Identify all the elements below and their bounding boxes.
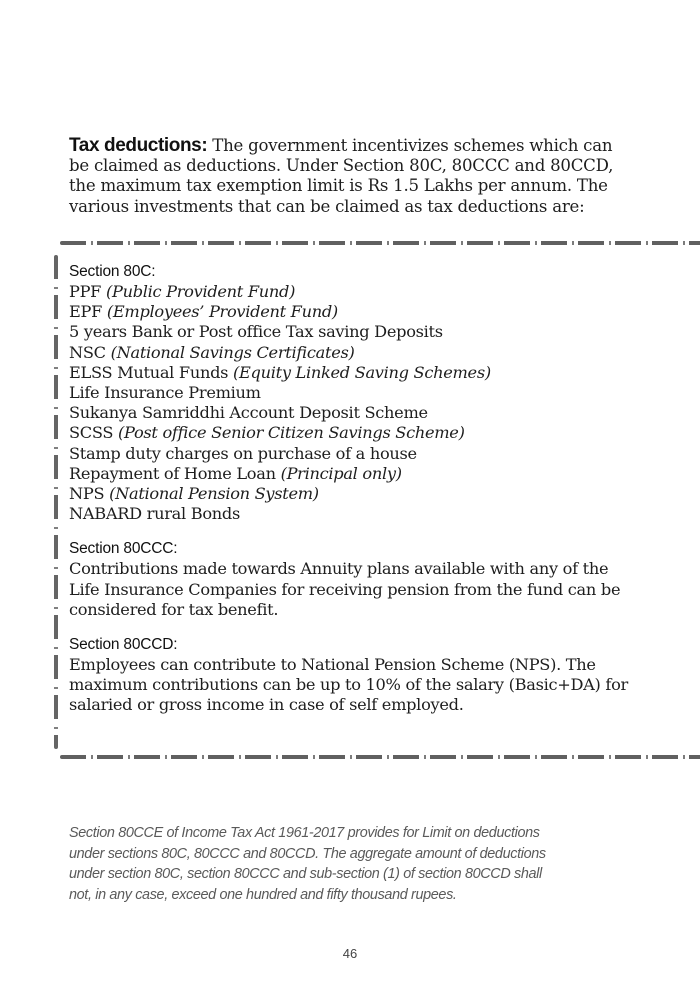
item-name: NPS	[69, 484, 110, 504]
list-item	[69, 383, 669, 403]
item-note: (Public Provident Fund)	[105, 282, 296, 301]
list-item	[69, 302, 669, 322]
intro-heading: Tax deductions:	[69, 135, 208, 156]
list-item	[69, 363, 669, 383]
section-80ccc-line: Life Insurance Companies for receiving pension from the fund can be	[69, 579, 621, 599]
item-name: Repayment of Home Loan	[69, 463, 281, 483]
item-name: PPF	[69, 282, 106, 301]
item-name: NABARD rural Bonds	[69, 504, 240, 524]
dashed-border-left	[54, 255, 58, 749]
list-item	[69, 403, 669, 423]
section-80ccd	[69, 635, 669, 716]
item-note: (Post office Senior Citizen Savings Scheme)	[118, 423, 465, 443]
list-item	[69, 343, 669, 363]
footnote	[69, 823, 629, 905]
footnote-line: not, in any case, exceed one hundred and fifty thousand rupees.	[69, 886, 457, 903]
item-note: (National Pension System)	[109, 484, 319, 504]
dashed-border-bottom	[60, 755, 700, 759]
list-item	[69, 444, 669, 464]
footnote-line: under section 80C, section 80CCC and sub-section (1) of section 80CCD shall	[69, 866, 542, 882]
item-name: EPF	[69, 302, 107, 322]
list-item	[69, 464, 669, 484]
dashed-border-top	[60, 241, 700, 245]
section-80ccc-title: Section 80CCC:	[69, 540, 178, 558]
item-note: (National Savings Certificates)	[110, 342, 355, 362]
item-name: Sukanya Samriddhi Account Deposit Scheme	[69, 403, 428, 423]
footnote-line: Section 80CCE of Income Tax Act 1961-2017 provides for Limit on deductions	[69, 825, 540, 841]
item-name: Stamp duty charges on purchase of a house	[69, 443, 417, 463]
item-name: ELSS Mutual Funds	[69, 362, 234, 382]
section-80c-list	[69, 282, 669, 524]
intro-text: The government incentivizes schemes which can be claimed as deductions. Under Section 80C, 80CCC and 80CCD, the maximum tax exemption limit is Rs 1.5 Lakhs per annum. The various investments that can be claimed as tax deductions are:	[69, 136, 614, 216]
section-80ccc-line: Contributions made towards Annuity plans available with any of the	[69, 559, 609, 579]
item-name: SCSS	[69, 423, 119, 443]
footnote-line: under sections 80C, 80CCC and 80CCD. The aggregate amount of deductions	[69, 845, 546, 862]
deductions-content	[69, 260, 669, 716]
list-item	[69, 423, 669, 443]
item-name: Life Insurance Premium	[69, 383, 261, 403]
item-name: 5 years Bank or Post office Tax saving Deposits	[69, 322, 443, 342]
item-note: (Employees’ Provident Fund)	[106, 302, 338, 322]
section-80ccd-line: Employees can contribute to National Pension Scheme (NPS). The	[69, 655, 596, 675]
list-item	[69, 484, 669, 504]
list-item	[69, 322, 669, 342]
section-80c	[69, 262, 669, 524]
item-note: (Principal only)	[280, 463, 402, 483]
section-80ccc-line: considered for tax benefit.	[69, 599, 279, 619]
section-80ccd-title: Section 80CCD:	[69, 636, 178, 654]
section-80c-title: Section 80C:	[69, 263, 156, 280]
list-item	[69, 504, 669, 524]
intro-paragraph	[69, 136, 629, 217]
page-number: 46	[342, 946, 358, 961]
item-note: (Equity Linked Saving Schemes)	[233, 362, 491, 382]
section-80ccc	[69, 539, 669, 620]
section-80ccd-line: salaried or gross income in case of self employed.	[69, 695, 464, 715]
list-item	[69, 282, 669, 302]
section-80ccd-line: maximum contributions can be up to 10% of the salary (Basic+DA) for	[69, 675, 628, 695]
item-name: NSC	[69, 342, 111, 362]
